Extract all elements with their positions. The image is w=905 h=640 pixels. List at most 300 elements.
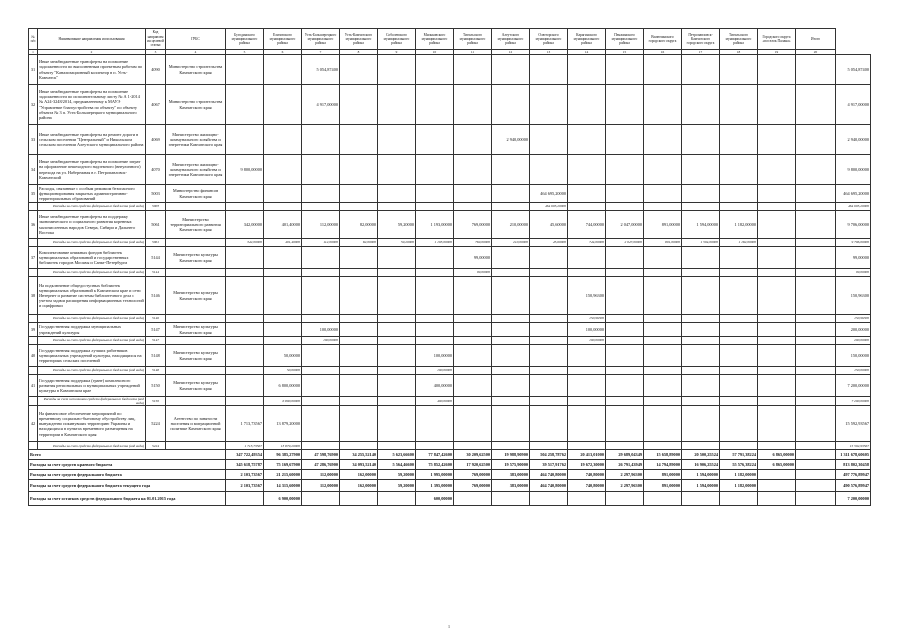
value-cell: 100,00000 <box>302 337 340 345</box>
column-header: Олюторского муниципального района <box>530 29 568 50</box>
row-number: 31 <box>29 55 38 85</box>
value-cell: 5 564,46600 <box>378 460 416 470</box>
value-cell: 100,00000 <box>416 345 454 367</box>
value-cell: 210,00000 <box>492 211 530 239</box>
row-name: Государственная поддержка лучших работников муниципальных учреждений культуры, находящихся на территориях сельских поселений <box>38 345 146 367</box>
value-cell <box>454 375 492 397</box>
table-row <box>29 211 871 239</box>
value-cell: 1 713,73567 <box>226 406 264 442</box>
column-header: Тигильского муниципального района <box>720 29 758 50</box>
value-cell <box>530 337 568 345</box>
value-cell <box>682 367 720 375</box>
value-cell: 1 193,00000 <box>416 211 454 239</box>
row-code: 4067 <box>146 85 166 125</box>
value-cell <box>606 323 644 337</box>
value-cell <box>796 247 836 269</box>
value-cell <box>530 269 568 277</box>
value-cell: 891,00000 <box>644 239 682 247</box>
value-cell <box>530 315 568 323</box>
value-cell: 740,80000 <box>568 480 606 492</box>
value-cell: 77 847,42600 <box>416 450 454 460</box>
value-cell <box>454 277 492 315</box>
value-cell: 150,96300 <box>568 315 606 323</box>
value-cell <box>454 397 492 406</box>
value-cell: 1 594,00000 <box>682 211 720 239</box>
column-number: 17 <box>682 50 720 55</box>
value-cell: 75 852,42600 <box>416 460 454 470</box>
value-cell: 17 920,62500 <box>454 460 492 470</box>
total-cell: 4 917,00000 <box>836 85 871 125</box>
value-cell <box>378 203 416 211</box>
value-cell: 19 575,90000 <box>492 460 530 470</box>
column-header: Карагинского муниципального района <box>568 29 606 50</box>
column-number: 7 <box>302 50 340 55</box>
value-cell <box>454 203 492 211</box>
column-header: Тигильского муниципального района <box>454 29 492 50</box>
value-cell <box>796 315 836 323</box>
value-cell <box>568 85 606 125</box>
value-cell <box>796 480 836 492</box>
value-cell <box>758 247 796 269</box>
row-code: 5146 <box>146 277 166 315</box>
table-row <box>29 442 871 450</box>
value-cell <box>264 85 302 125</box>
value-cell <box>302 277 340 315</box>
value-cell <box>644 315 682 323</box>
column-number: 5 <box>226 50 264 55</box>
value-cell <box>606 397 644 406</box>
column-number: 1 <box>29 50 38 55</box>
table-row <box>29 315 871 323</box>
row-grbs <box>166 315 226 323</box>
value-cell: 13 879,20000 <box>264 406 302 442</box>
row-name: Расходы за счет средств федерального бюджета (код вида) <box>38 269 146 277</box>
total-cell: 150,96300 <box>836 315 871 323</box>
value-cell <box>492 406 530 442</box>
row-name: Расходы за счет средств федерального бюджета (код вида) <box>38 239 146 247</box>
row-code: 5003 <box>146 203 166 211</box>
value-cell: 400,00000 <box>416 375 454 397</box>
value-cell <box>644 375 682 397</box>
value-cell <box>682 492 720 506</box>
value-cell <box>226 397 264 406</box>
value-cell: 39 517,91762 <box>530 460 568 470</box>
value-cell <box>378 492 416 506</box>
value-cell <box>682 345 720 367</box>
value-cell <box>644 185 682 203</box>
value-cell: 2 940,00000 <box>492 125 530 155</box>
value-cell <box>340 323 378 337</box>
value-cell: 383,00000 <box>492 470 530 480</box>
row-number: 32 <box>29 85 38 125</box>
value-cell <box>264 55 302 85</box>
value-cell <box>682 185 720 203</box>
column-number: 16 <box>644 50 682 55</box>
value-cell: 20 500,25524 <box>682 450 720 460</box>
value-cell <box>644 155 682 185</box>
value-cell <box>226 247 264 269</box>
row-name: Расходы за счет остатков средств федерального бюджета на 01.01.2015 года <box>29 492 226 506</box>
value-cell <box>644 345 682 367</box>
value-cell: 1 395,00000 <box>416 480 454 492</box>
row-number: 37 <box>29 247 38 269</box>
table-row <box>29 367 871 375</box>
value-cell <box>454 315 492 323</box>
value-cell <box>606 55 644 85</box>
value-cell: 19 988,90900 <box>492 450 530 460</box>
value-cell <box>302 203 340 211</box>
value-cell <box>720 155 758 185</box>
value-cell <box>226 367 264 375</box>
row-number: 33 <box>29 125 38 155</box>
row-code: 5146 <box>146 315 166 323</box>
row-name: Расходы за счет средств федерального бюджета текущего года <box>29 480 226 492</box>
value-cell: 1 713,73567 <box>226 442 264 450</box>
value-cell: 99,00000 <box>454 269 492 277</box>
row-name: Государственная поддержка муниципальных учреждений культуры <box>38 323 146 337</box>
value-cell: 2 297,96300 <box>606 470 644 480</box>
row-number: 38 <box>29 277 38 315</box>
value-cell <box>796 492 836 506</box>
value-cell <box>758 442 796 450</box>
total-cell: 150,96300 <box>836 277 871 315</box>
value-cell: 1 182,00000 <box>720 239 758 247</box>
value-cell <box>758 470 796 480</box>
table-body <box>29 29 871 506</box>
value-cell: 2 103,73567 <box>226 470 264 480</box>
total-cell: 5 054,87400 <box>836 55 871 85</box>
table-row <box>29 480 871 492</box>
value-cell <box>720 406 758 442</box>
value-cell: 2 103,73567 <box>226 480 264 492</box>
table-row <box>29 55 871 85</box>
value-cell <box>302 397 340 406</box>
value-cell <box>644 492 682 506</box>
row-number: 40 <box>29 345 38 367</box>
value-cell: 6 865,00000 <box>758 450 796 460</box>
value-cell: 57 791,38224 <box>720 450 758 460</box>
total-cell: 99,00000 <box>836 247 871 269</box>
value-cell <box>644 125 682 155</box>
row-number <box>29 337 38 345</box>
value-cell <box>796 155 836 185</box>
table-row <box>29 277 871 315</box>
row-code: 5061 <box>146 211 166 239</box>
total-cell: 200,00000 <box>836 323 871 337</box>
row-grbs: Министерство культуры Камчатского края <box>166 247 226 269</box>
value-cell <box>302 375 340 397</box>
table-row <box>29 269 871 277</box>
value-cell <box>720 277 758 315</box>
value-cell <box>682 337 720 345</box>
value-cell <box>416 323 454 337</box>
value-cell <box>302 185 340 203</box>
row-number <box>29 367 38 375</box>
value-cell <box>492 345 530 367</box>
value-cell <box>796 269 836 277</box>
column-number: 12 <box>492 50 530 55</box>
value-cell <box>530 85 568 125</box>
value-cell <box>758 203 796 211</box>
value-cell <box>606 337 644 345</box>
value-cell <box>796 185 836 203</box>
value-cell <box>378 247 416 269</box>
value-cell <box>644 269 682 277</box>
value-cell: 50,00000 <box>264 367 302 375</box>
row-code: 5061 <box>146 239 166 247</box>
value-cell <box>720 185 758 203</box>
value-cell: 99,00000 <box>454 247 492 269</box>
value-cell: 112,00000 <box>302 470 340 480</box>
column-header: Пенжинского муниципального района <box>606 29 644 50</box>
value-cell: 6 800,00000 <box>264 375 302 397</box>
row-name: Расходы за счет средств федерального бюджета (код вида) <box>38 442 146 450</box>
value-cell <box>340 375 378 397</box>
value-cell: 401,40000 <box>264 211 302 239</box>
value-cell <box>758 367 796 375</box>
value-cell <box>796 277 836 315</box>
row-code: 5147 <box>146 323 166 337</box>
value-cell <box>644 337 682 345</box>
value-cell: 1 193,00000 <box>416 239 454 247</box>
value-cell <box>720 315 758 323</box>
value-cell <box>644 277 682 315</box>
value-cell <box>758 492 796 506</box>
value-cell <box>720 247 758 269</box>
value-cell <box>606 155 644 185</box>
value-cell <box>454 442 492 450</box>
value-cell <box>378 397 416 406</box>
value-cell <box>454 367 492 375</box>
column-number: 10 <box>416 50 454 55</box>
value-cell <box>454 492 492 506</box>
value-cell: 21 215,60000 <box>264 470 302 480</box>
table-row <box>29 155 871 185</box>
column-number: 13 <box>530 50 568 55</box>
value-cell <box>302 442 340 450</box>
value-cell <box>302 125 340 155</box>
total-cell: 15 592,93567 <box>836 406 871 442</box>
value-cell <box>720 269 758 277</box>
value-cell <box>416 269 454 277</box>
row-grbs: Министерство территориального развития Камчатского края <box>166 211 226 239</box>
value-cell <box>530 55 568 85</box>
column-header: Городского округа «поселок Палана» <box>758 29 796 50</box>
value-cell: 401,40000 <box>264 239 302 247</box>
value-cell <box>492 315 530 323</box>
row-code: 5148 <box>146 345 166 367</box>
page-number: 1 <box>448 624 450 629</box>
value-cell: 20 413,01000 <box>568 450 606 460</box>
value-cell: 162,00000 <box>340 470 378 480</box>
value-cell <box>226 125 264 155</box>
value-cell: 464 695,20000 <box>530 203 568 211</box>
value-cell <box>682 55 720 85</box>
value-cell <box>226 269 264 277</box>
value-cell <box>340 85 378 125</box>
value-cell: 59,20000 <box>378 239 416 247</box>
value-cell <box>340 442 378 450</box>
value-cell <box>416 247 454 269</box>
value-cell: 82,00000 <box>340 211 378 239</box>
value-cell <box>720 203 758 211</box>
value-cell <box>606 315 644 323</box>
value-cell: 345 618,75787 <box>226 460 264 470</box>
budget-table <box>28 28 871 506</box>
value-cell <box>682 323 720 337</box>
total-cell: 9 800,00000 <box>836 155 871 185</box>
row-number <box>29 269 38 277</box>
value-cell <box>796 442 836 450</box>
value-cell <box>720 397 758 406</box>
value-cell: 504 258,78762 <box>530 450 568 460</box>
value-cell <box>264 277 302 315</box>
total-cell: 9 706,00000 <box>836 211 871 239</box>
value-cell <box>758 323 796 337</box>
value-cell <box>416 406 454 442</box>
table-row <box>29 460 871 470</box>
value-cell <box>302 269 340 277</box>
value-cell: 45,60000 <box>530 239 568 247</box>
value-cell <box>682 442 720 450</box>
row-name: Иные межбюджетные трансферты на поддержку экономического и социального развития коренных малочисленных народов Севера, Сибири и Дальнего Востока <box>38 211 146 239</box>
value-cell <box>606 345 644 367</box>
column-number: 9 <box>378 50 416 55</box>
value-cell <box>720 345 758 367</box>
value-cell: 30 209,62500 <box>454 450 492 460</box>
table-row <box>29 375 871 397</box>
row-grbs: Министерство культуры Камчатского края <box>166 375 226 397</box>
total-cell: 7 200,00000 <box>836 397 871 406</box>
value-cell <box>340 337 378 345</box>
row-number: 36 <box>29 211 38 239</box>
value-cell: 112,00000 <box>302 239 340 247</box>
value-cell: 1 182,00000 <box>720 211 758 239</box>
value-cell: 891,00000 <box>644 480 682 492</box>
value-cell <box>340 55 378 85</box>
value-cell <box>568 203 606 211</box>
table-row <box>29 323 871 337</box>
value-cell <box>416 277 454 315</box>
row-number: 42 <box>29 406 38 442</box>
value-cell: 9 800,00000 <box>226 155 264 185</box>
value-cell <box>416 55 454 85</box>
value-cell <box>226 345 264 367</box>
value-cell <box>226 315 264 323</box>
value-cell <box>644 323 682 337</box>
row-name: Комплектование книжных фондов библиотек муниципальных образований и государственных библиотек городов Москвы и Санкт-Петербурга <box>38 247 146 269</box>
value-cell <box>796 397 836 406</box>
row-name: На подключение общедоступных библиотек муниципальных образований к Камчатском крае и сети Интернет и развитие системы библиотечного дела с учетом задачи расширения информационных технологий и оцифровки <box>38 277 146 315</box>
column-header: ГРБС <box>166 29 226 50</box>
value-cell <box>606 125 644 155</box>
total-cell: 15 592,93567 <box>836 442 871 450</box>
value-cell <box>492 337 530 345</box>
row-name: Иные межбюджетные трансферты на погашение затрат на оформление пешеходного надземного (внеуличного) перехода на ул. Набережная в г. Петропавловск-Камчатский <box>38 155 146 185</box>
column-header: Вилючинского городского округа <box>644 29 682 50</box>
value-cell <box>796 125 836 155</box>
value-cell <box>454 337 492 345</box>
column-header: Наименование направления использования <box>38 29 146 50</box>
value-cell <box>720 367 758 375</box>
value-cell <box>378 55 416 85</box>
value-cell: 13 879,20000 <box>264 442 302 450</box>
value-cell <box>720 492 758 506</box>
value-cell <box>454 125 492 155</box>
column-number: 15 <box>606 50 644 55</box>
value-cell: 19 672,30000 <box>568 460 606 470</box>
value-cell <box>644 397 682 406</box>
value-cell <box>492 185 530 203</box>
value-cell <box>226 203 264 211</box>
value-cell <box>720 375 758 397</box>
value-cell <box>378 277 416 315</box>
value-cell <box>682 397 720 406</box>
value-cell <box>492 55 530 85</box>
table-row <box>29 345 871 367</box>
value-cell <box>378 315 416 323</box>
value-cell <box>302 247 340 269</box>
value-cell <box>492 247 530 269</box>
value-cell <box>530 155 568 185</box>
value-cell <box>264 337 302 345</box>
value-cell <box>416 203 454 211</box>
row-name: Иные межбюджетные трансферты на ремонт дороги в сельском поселении "Центральный" и Никольском сельском поселении Алеутского муниципального района <box>38 125 146 155</box>
value-cell <box>796 406 836 442</box>
value-cell <box>492 85 530 125</box>
table-row <box>29 337 871 345</box>
value-cell: 1 182,00000 <box>720 480 758 492</box>
value-cell <box>530 442 568 450</box>
total-cell: 99,00000 <box>836 269 871 277</box>
column-number: 4 <box>166 50 226 55</box>
row-grbs <box>166 442 226 450</box>
total-cell: 9 706,00000 <box>836 239 871 247</box>
value-cell: 383,00000 <box>492 480 530 492</box>
value-cell <box>568 397 606 406</box>
value-cell <box>644 55 682 85</box>
value-cell <box>568 367 606 375</box>
value-cell: 6 900,00000 <box>264 492 302 506</box>
value-cell <box>758 211 796 239</box>
column-header: № п/п <box>29 29 38 50</box>
value-cell <box>302 406 340 442</box>
value-cell <box>644 85 682 125</box>
value-cell <box>264 125 302 155</box>
row-number <box>29 442 38 450</box>
value-cell: 1 182,00000 <box>720 470 758 480</box>
column-header: Елизовского муниципального района <box>264 29 302 50</box>
value-cell: 34 093,52140 <box>340 460 378 470</box>
value-cell <box>758 337 796 345</box>
value-cell <box>796 239 836 247</box>
value-cell <box>796 55 836 85</box>
value-cell <box>340 155 378 185</box>
table-row <box>29 203 871 211</box>
value-cell: 744,00000 <box>568 211 606 239</box>
value-cell <box>226 375 264 397</box>
value-cell <box>758 125 796 155</box>
value-cell <box>378 442 416 450</box>
value-cell <box>302 367 340 375</box>
column-number: 19 <box>758 50 796 55</box>
value-cell <box>378 345 416 367</box>
value-cell <box>682 125 720 155</box>
row-code: 4069 <box>146 125 166 155</box>
row-grbs: Министерство культуры Камчатского края <box>166 345 226 367</box>
value-cell <box>454 155 492 185</box>
value-cell: 891,00000 <box>644 211 682 239</box>
